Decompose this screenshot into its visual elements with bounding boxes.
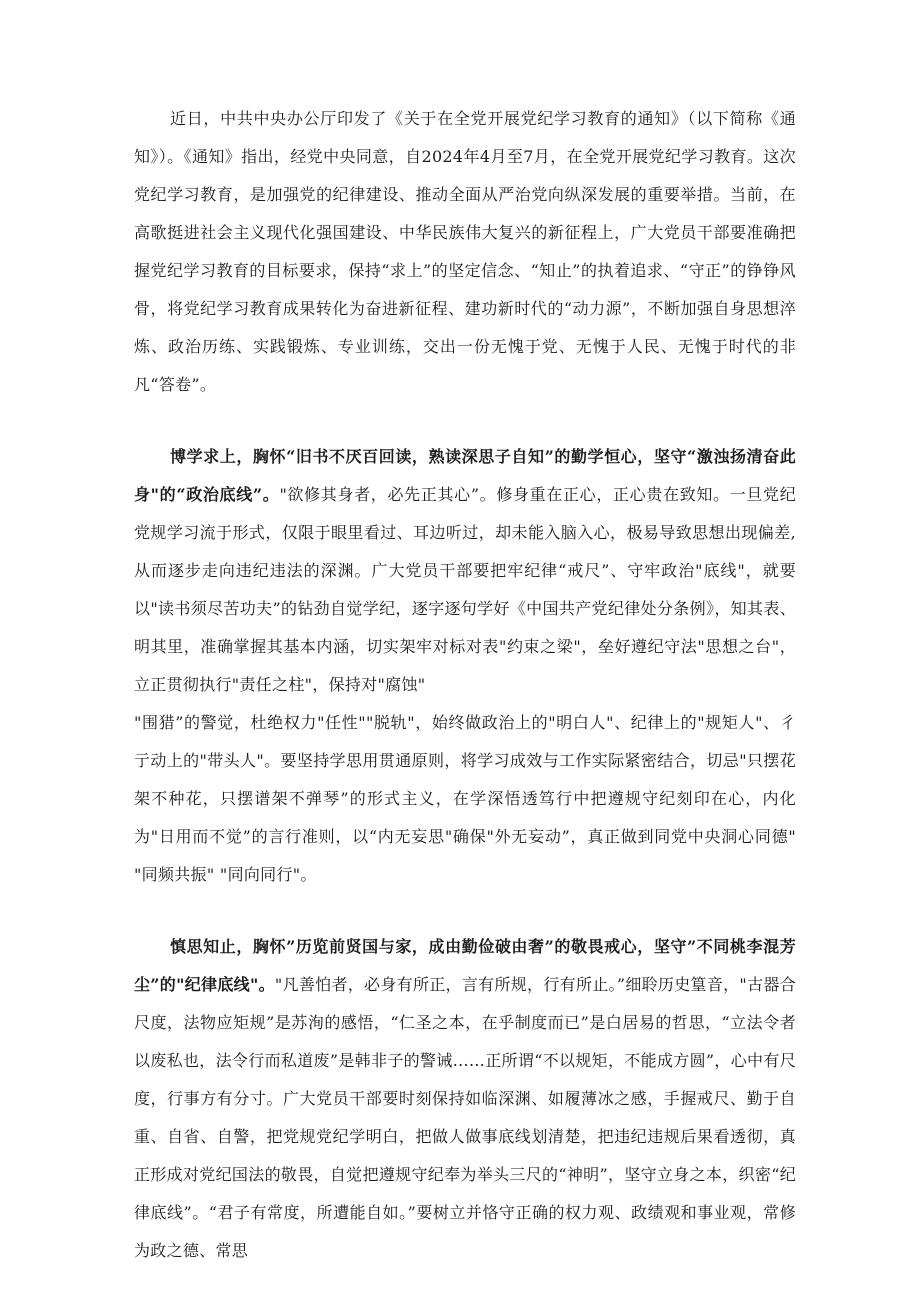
document-body	[134, 100, 796, 1270]
paragraph-text: 近日，中共中央办公厅印发了《关于在全党开展党纪学习教育的通知》（以下简称《通知》）。《通知》指出，经党中央同意，自2024年4月至7月，在全党开展党纪学习教育。这次党纪学习教育，是加强党的纪律建设、推动全面从严治党向纵深发展的重要举措。当前，在高歌挺进社会主义现代化强国建设、中华民族伟大复兴的新征程上，广大党员干部要准确把握党纪学习教育的目标要求，保持“求上”的坚定信念、“知止”的执着追求、“守正”的铮铮风骨，将党纪学习教育成果转化为奋进新征程、建功新时代的“动力源”，不断加强自身思想淬炼、政治历练、实践锻炼、专业训练，交出一份无愧于党、无愧于人民、无愧于时代的非凡“答卷”。	[134, 109, 796, 394]
paragraph-text: "凡善怕者，必身有所正，言有所规，行有所止。”细聆历史篁音，"古器合尺度，法物应矩规”是苏洵的感悟，“仁圣之本，在乎制度而已”是白居易的哲思，“立法令者以废私也，法令行而私道废”是韩非子的警诫……正所谓“不以规矩，不能成方圆”，心中有尺度，行事方有分寸。广大党员干部要时刻保持如临深渊、如履薄冰之感，手握戒尺、勤于自重、自省、自警，把党规党纪学明白，把做人做事底线划清楚，把违纪违规后果看透彻，真正形成对党纪国法的敬畏，自觉把遵规守纪奉为举头三尺的“神明”，坚守立身之本，织密“纪律底线”。“君子有常度，所遭能自如。”要树立并恪守正确的权力观、政绩观和事业观，常修为政之德、常思	[134, 975, 796, 1260]
paragraph-section-study	[134, 438, 796, 704]
paragraph-text: "欲修其身者，必先正其心”。修身重在正心，正心贵在致知。一旦党纪党规学习流于形式，仅限于眼里看过、耳边听过，却未能入脑入心，极易导致思想出现偏差,从而逐步走向违纪违法的深渊。广大党员干部要把牢纪律“戒尺”、守牢政治"底线"，就要以"读书须尽苦功夫”的钻劲自觉学纪，逐字逐句学好《中国共产党纪律处分条例》，知其表、明其里，准确掌握其基本内涵，切实架牢对标对表"约束之梁"，垒好遵纪守法"思想之台"，立正贯彻执行"责任之柱"，保持对"腐蚀"	[134, 485, 797, 694]
paragraph-text: "围猎”的警觉，杜绝权力"任性""脱轨"，始终做政治上的"明白人"、纪律上的"规矩人"、彳亍动上的"带头人"。要坚持学思用贯通原则，将学习成效与工作实际紧密结合，切忌"只摆花架不种花，只摆谱架不弹琴”的形式主义，在学深悟透笃行中把遵规守纪刻印在心，内化为"日用而不觉”的言行准则，以“内无妄思"确保"外无妄动”，真正做到同党中央洞心同德" "同频共振" "同向同行"。	[134, 713, 796, 884]
paragraph-section-study-continued	[134, 704, 796, 894]
section-heading: 博学求上，胸怀“旧书不厌百回读，熟读深思子自知”的勤学恒心，坚守“激浊扬清奋此身"的“政治底线”。	[134, 447, 796, 504]
paragraph-section-restraint	[134, 928, 796, 1270]
paragraph-intro	[134, 100, 796, 404]
section-heading: 慎思知止，胸怀”历览前贤国与家，成由勤俭破由奢”的敬畏戒心，坚守”不同桃李混芳尘”的"纪律底线"。	[134, 937, 796, 994]
